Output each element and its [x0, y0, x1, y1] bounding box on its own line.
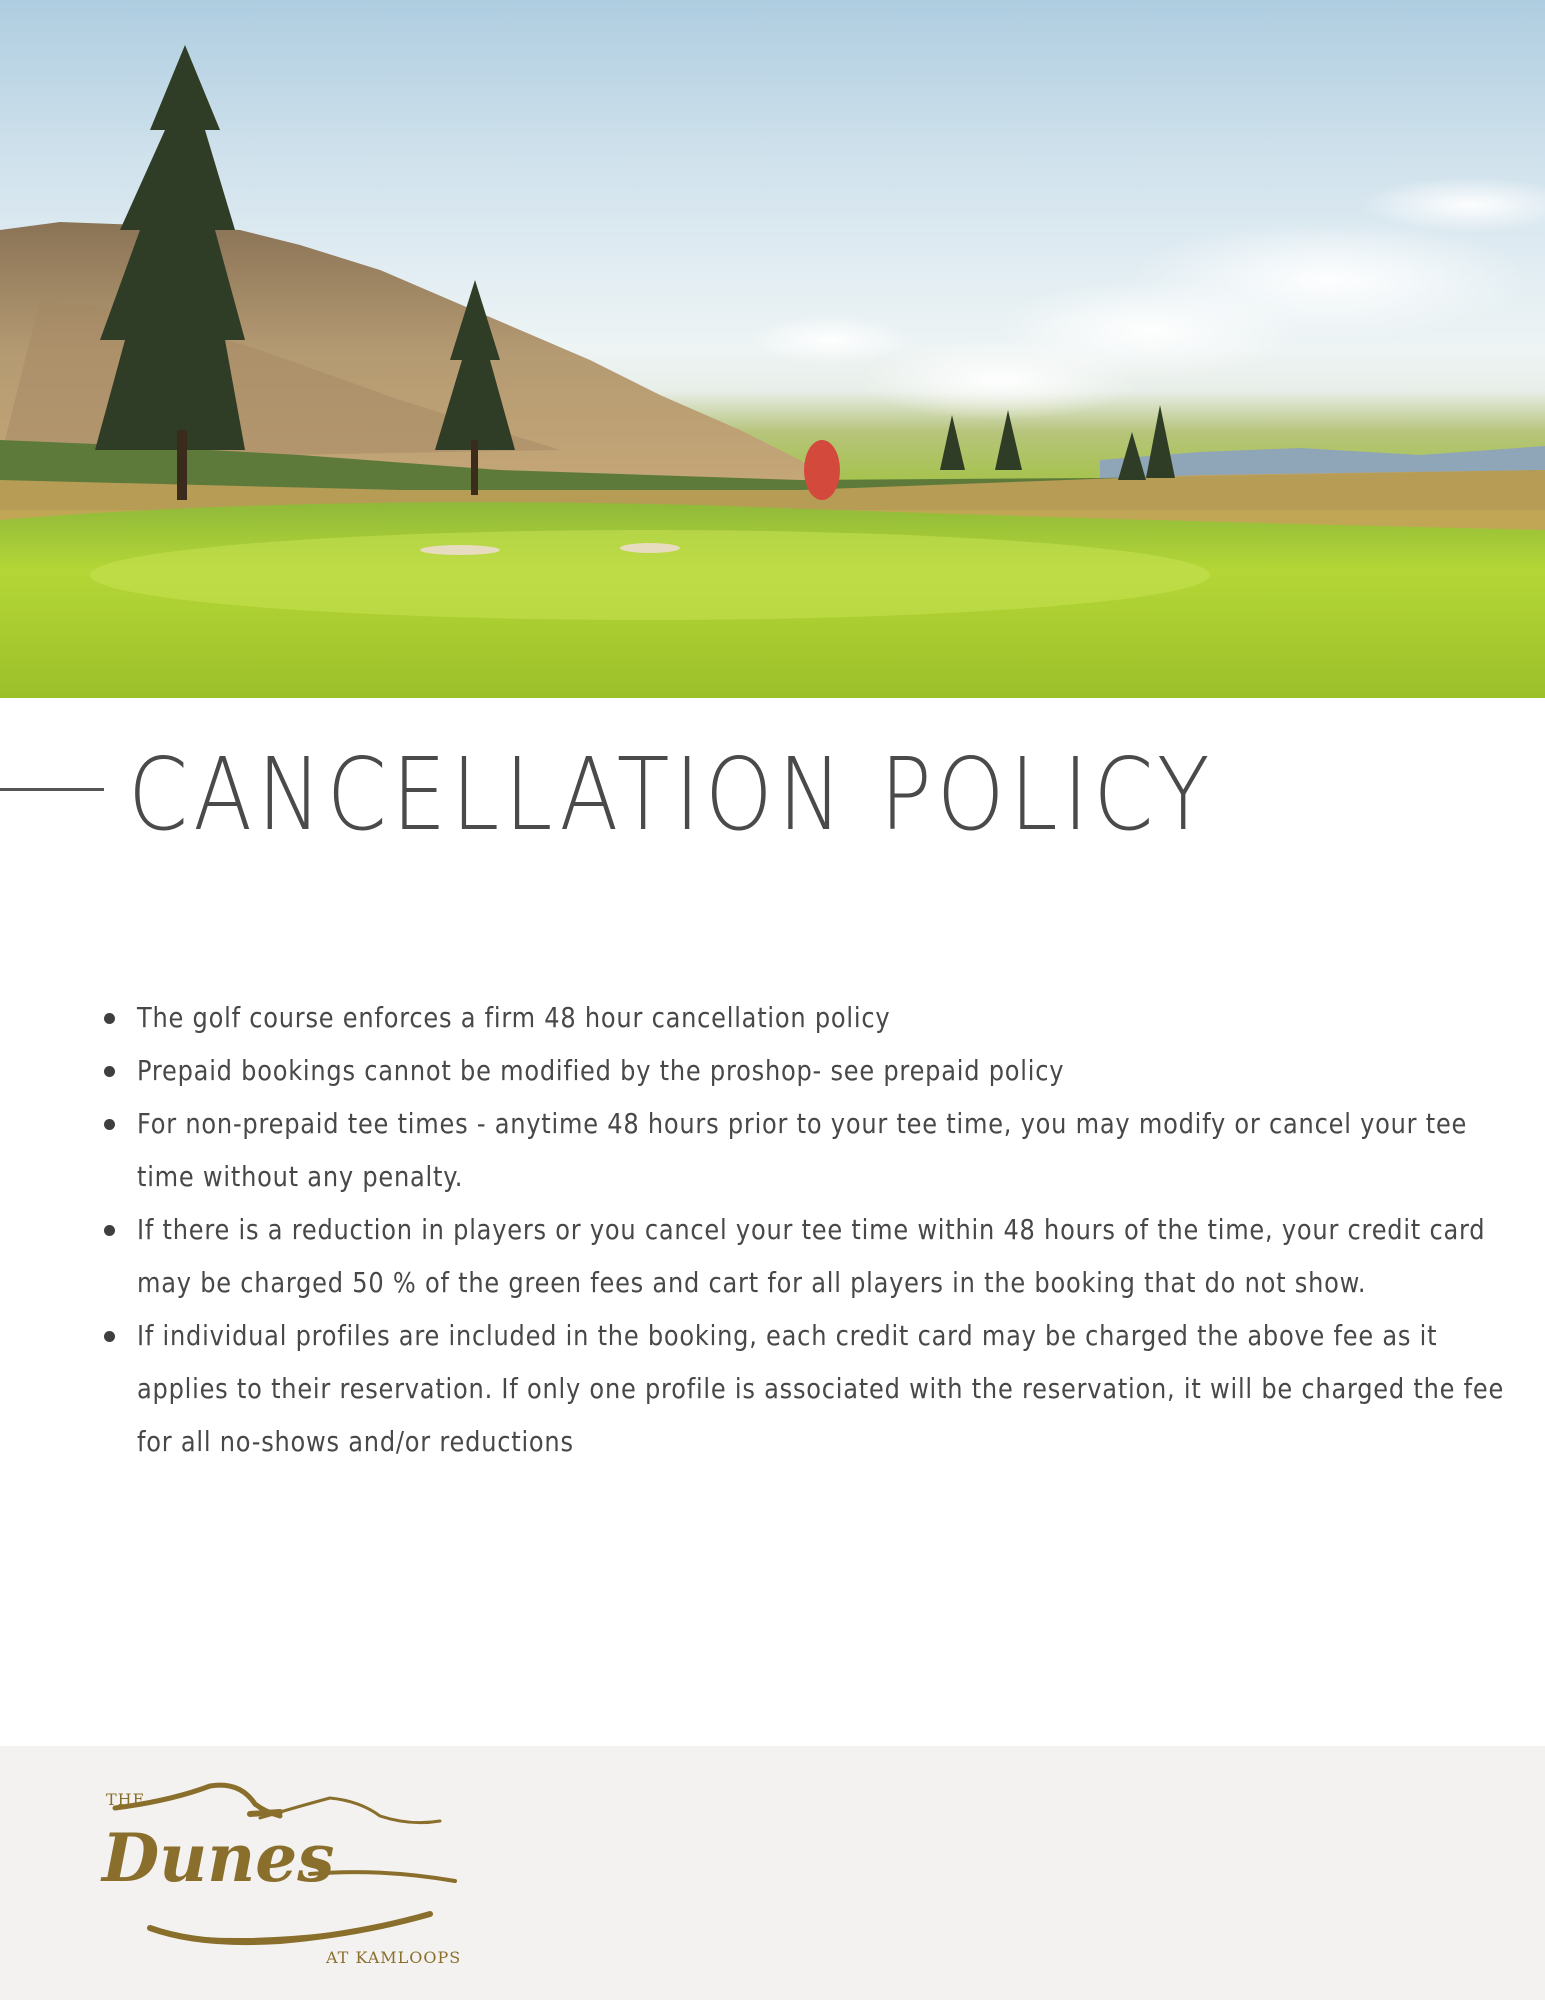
title-divider-rule [0, 788, 104, 791]
policy-item [100, 1203, 1486, 1309]
landscape-illustration [0, 0, 1545, 698]
policy-item [100, 1097, 1480, 1203]
bullet-icon [104, 1066, 115, 1077]
bullet-icon [104, 1225, 115, 1236]
policy-list [100, 991, 1505, 1468]
page-title: CANCELLATION POLICY [128, 736, 1215, 853]
footer [0, 1746, 1545, 2000]
logo-prefix: THE [106, 1790, 146, 1809]
hero-image [0, 0, 1545, 698]
policy-item [100, 1309, 1505, 1468]
policy-item [100, 1044, 1480, 1097]
policy-item-text: The golf course enforces a firm 48 hour cancellation policy [137, 1001, 891, 1034]
policy-item-text: If there is a reduction in players or you cancel your tee time within 48 hours of the time, your credit card may be charged 50 % of the green fees and cart for all players in the booking that do not show. [137, 1213, 1486, 1299]
bullet-icon [104, 1119, 115, 1130]
policy-item-text: Prepaid bookings cannot be modified by the proshop- see prepaid policy [137, 1054, 1065, 1087]
bullet-icon [104, 1013, 115, 1024]
svg-text:Dunes: Dunes [102, 1819, 335, 1897]
bullet-icon [104, 1331, 115, 1342]
title-row [0, 736, 1545, 853]
logo-suffix: AT KAMLOOPS [326, 1948, 462, 1967]
dunes-logo [80, 1776, 480, 1976]
policy-item [100, 991, 1480, 1044]
policy-item-text: For non-prepaid tee times - anytime 48 hours prior to your tee time, you may modify or cancel your tee time without any penalty. [137, 1107, 1468, 1193]
policy-item-text: If individual profiles are included in the booking, each credit card may be charged the above fee as it applies to their reservation. If only one profile is associated with the reservation, it will be charged the fee for all no-shows and/or reductions [137, 1319, 1505, 1458]
